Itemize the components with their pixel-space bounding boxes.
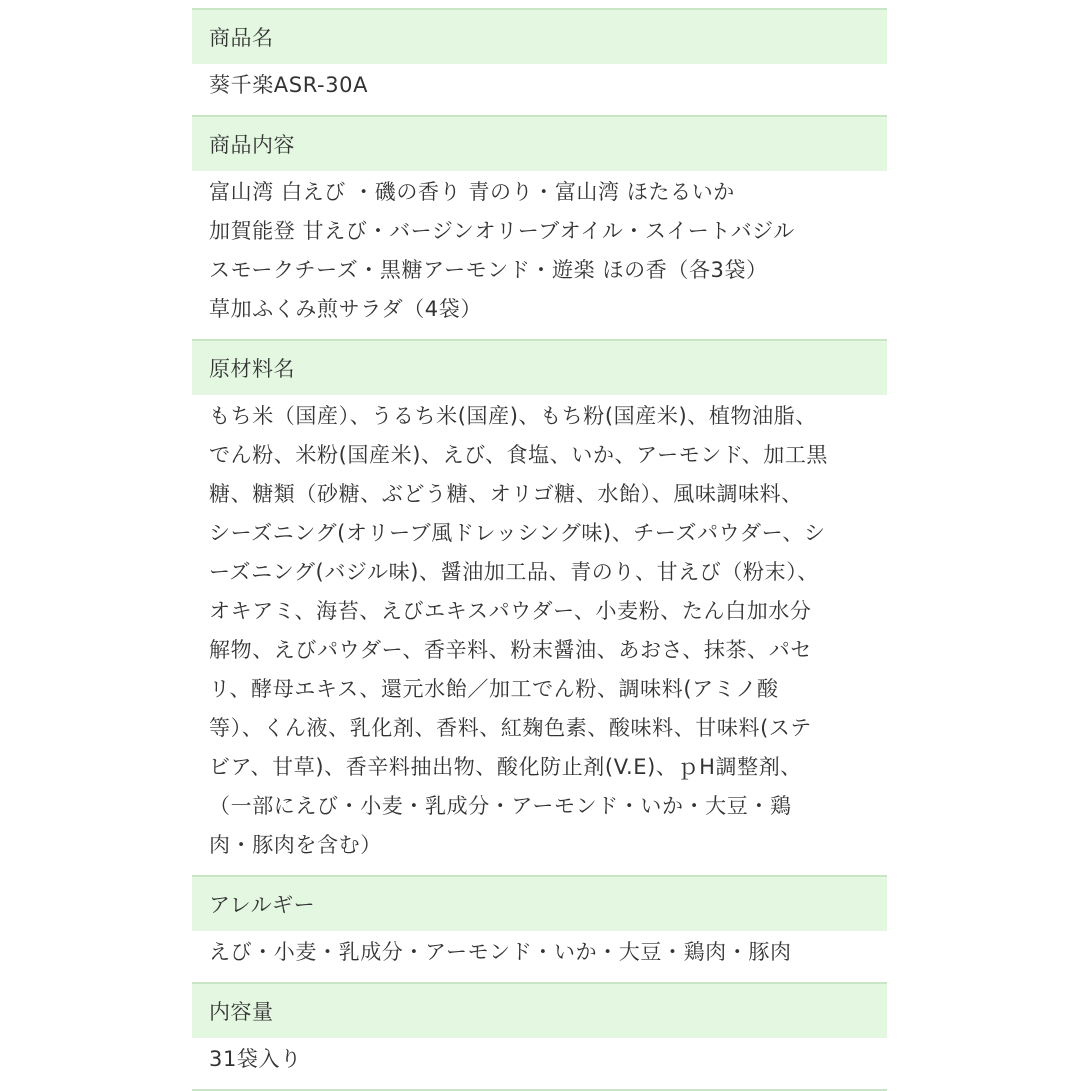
text-line: 肉・豚肉を含む）: [209, 833, 382, 857]
quantity-value: [192, 1038, 887, 1089]
text-line: スモークチーズ・黒糖アーモンド・遊楽 ほの香（各3袋）: [209, 258, 768, 282]
allergy-heading: アレルギー: [192, 875, 887, 931]
text-line: ビア、甘草)、香辛料抽出物、酸化防止剤(V.E)、ｐH調整剤、: [209, 755, 802, 779]
product-contents-value: [192, 171, 887, 339]
text-line: オキアミ、海苔、えびエキスパウダー、小麦粉、たん白加水分: [209, 599, 812, 623]
ingredients-heading: 原材料名: [192, 339, 887, 395]
text-line: 草加ふくみ煎サラダ（4袋）: [209, 297, 482, 321]
text-line: 等）、くん液、乳化剤、香料、紅麹色素、酸味料、甘味料(ステ: [209, 716, 812, 740]
product-contents-heading: 商品内容: [192, 115, 887, 171]
text-line: えび・小麦・乳成分・アーモンド・いか・大豆・鶏肉・豚肉: [209, 940, 792, 964]
ingredients-value: [192, 395, 887, 875]
text-line: 31袋入り: [209, 1047, 302, 1071]
quantity-heading: 内容量: [192, 982, 887, 1038]
text-line: 加賀能登 甘えび・バージンオリーブオイル・スイートバジル: [209, 219, 795, 243]
product-name-heading: 商品名: [192, 8, 887, 64]
text-line: ーズニング(バジル味)、醤油加工品、青のり、甘えび（粉末）、: [209, 560, 819, 584]
product-name-value: [192, 64, 887, 115]
text-line: でん粉、米粉(国産米)、えび、食塩、いか、アーモンド、加工黒: [209, 443, 829, 467]
text-line: もち米（国産）、うるち米(国産)、もち粉(国産米)、植物油脂、: [209, 404, 817, 428]
text-line: 糖、糖類（砂糖、ぶどう糖、オリゴ糖、水飴）、風味調味料、: [209, 482, 803, 506]
text-line: （一部にえび・小麦・乳成分・アーモンド・いか・大豆・鶏: [209, 794, 792, 818]
text-line: 葵千楽ASR-30A: [209, 73, 369, 97]
text-line: 富山湾 白えび ・磯の香り 青のり・富山湾 ほたるいか: [209, 180, 735, 204]
text-line: シーズニング(オリーブ風ドレッシング味)、チーズパウダー、シ: [209, 521, 826, 545]
product-info-table: [192, 8, 887, 1091]
text-line: 解物、えびパウダー、香辛料、粉末醤油、あおさ、抹茶、パセ: [209, 638, 812, 662]
allergy-value: [192, 931, 887, 982]
text-line: リ、酵母エキス、還元水飴／加工でん粉、調味料(アミノ酸: [209, 677, 779, 701]
